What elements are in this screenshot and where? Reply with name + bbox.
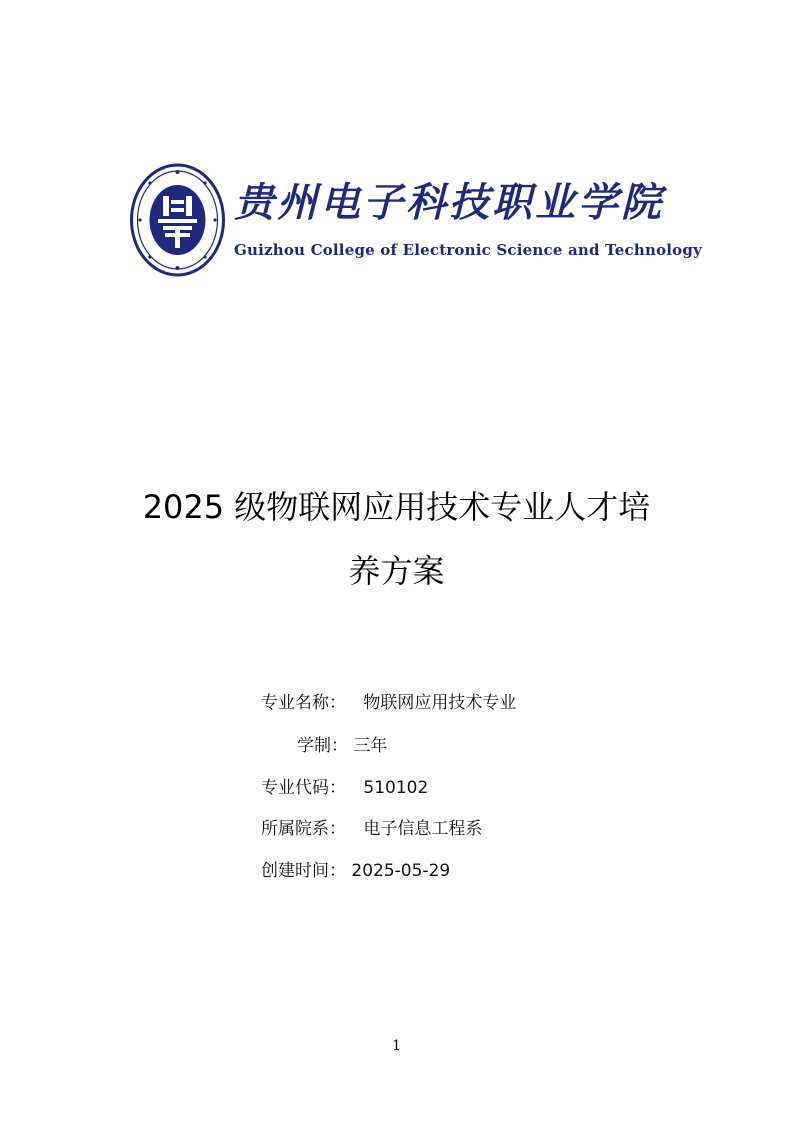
info-row-major-name	[261, 688, 516, 713]
college-header	[130, 163, 702, 281]
duration-value: 三年	[353, 736, 388, 756]
college-name-en: Guizhou College of Electronic Science and Technology	[234, 241, 702, 259]
info-row-major-code	[261, 773, 428, 798]
college-name-cn: 贵州电子科技职业学院	[234, 179, 664, 226]
info-row-department	[261, 814, 482, 839]
document-title-line-1: 2025 级物联网应用技术专业人才培	[142, 488, 651, 526]
created-value: 2025-05-29	[351, 861, 451, 881]
created-label: 创建时间：	[261, 861, 346, 881]
document-title-line-2: 养方案	[348, 552, 445, 590]
college-seal-logo	[130, 163, 225, 277]
page-number: 1	[392, 1038, 401, 1054]
department-label: 所属院系：	[261, 819, 346, 839]
info-row-created	[261, 856, 450, 881]
major-name-label: 专业名称：	[261, 693, 346, 713]
department-value: 电子信息工程系	[363, 819, 483, 839]
major-code-label: 专业代码：	[261, 778, 346, 798]
major-name-value: 物联网应用技术专业	[363, 693, 517, 713]
duration-label: 学制：	[297, 736, 348, 756]
major-code-value: 510102	[363, 778, 429, 798]
info-row-duration	[297, 731, 387, 756]
